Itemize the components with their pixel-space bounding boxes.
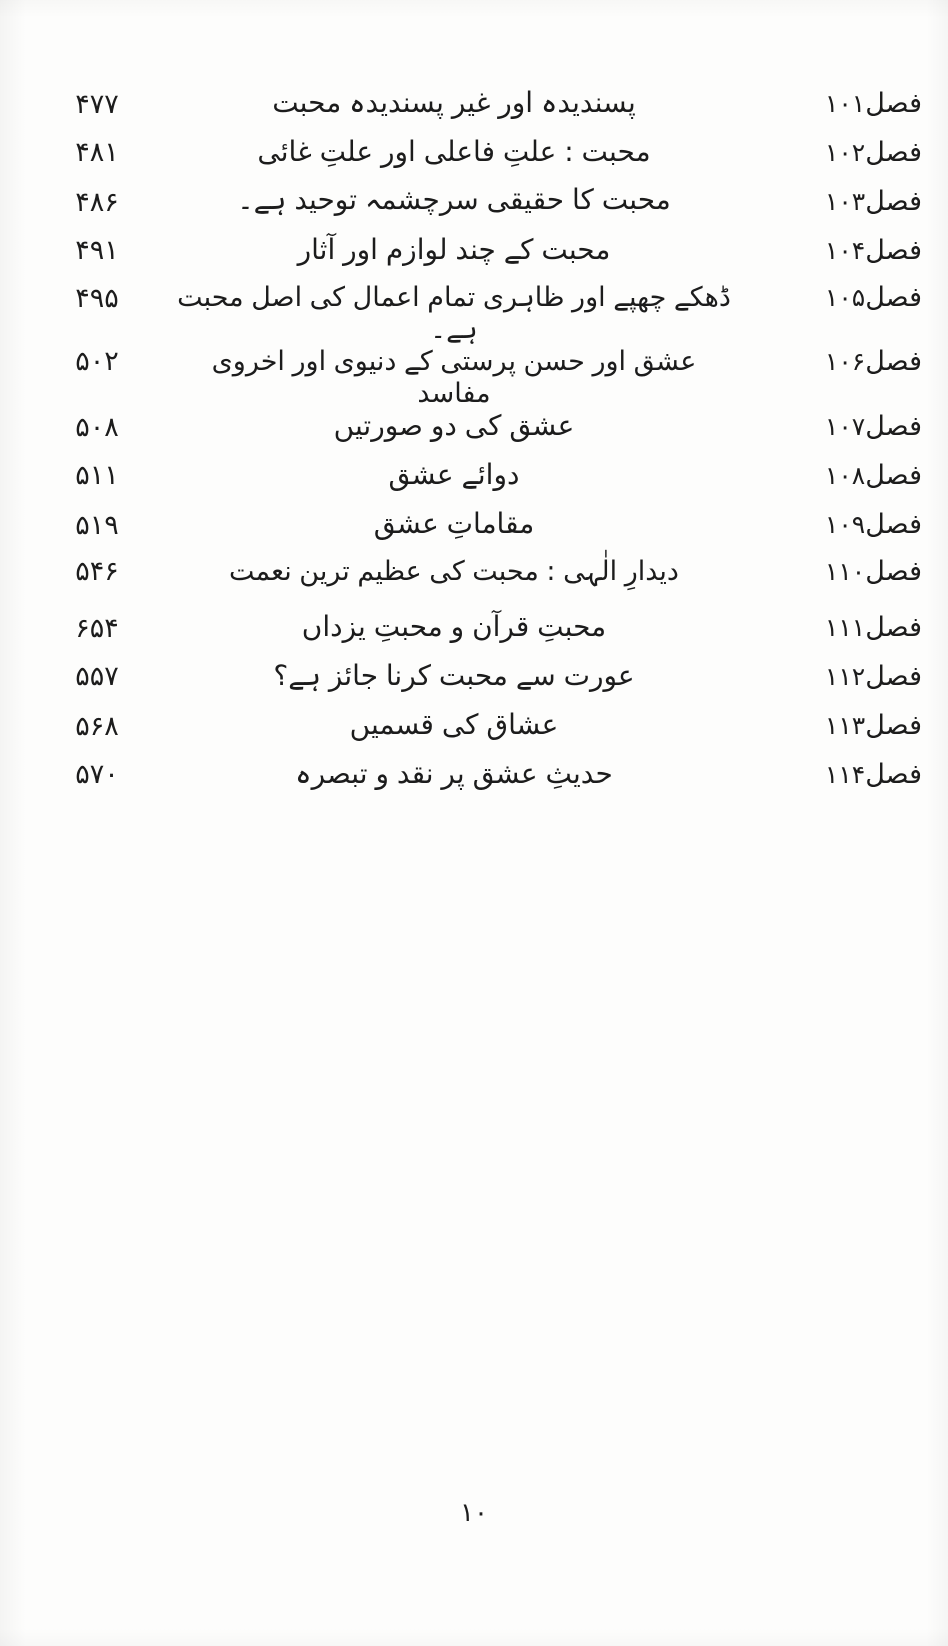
- chapter-title[interactable]: ڈھکے چھپے اور ظاہری تمام اعمال کی اصل محبت ہے۔: [177, 282, 731, 345]
- chapter-cell: [740, 557, 930, 586]
- chapter-page-number[interactable]: ۵۶۸: [75, 711, 119, 743]
- chapter-title[interactable]: محبت کے چند لوازم اور آثار: [297, 233, 611, 266]
- chapter-title[interactable]: دوائے عشق: [388, 458, 520, 492]
- chapter-number: ۱۱۰: [824, 557, 866, 587]
- chapter-cell: [740, 236, 930, 265]
- chapter-page-number[interactable]: ۴۸۶: [75, 187, 119, 218]
- chapter-number: ۱۰۴: [824, 236, 866, 265]
- chapter-title[interactable]: عشاق کی قسمیں: [349, 708, 559, 742]
- chapter-title[interactable]: پسندیدہ اور غیر پسندیدہ محبت: [272, 86, 636, 119]
- chapter-cell: [740, 187, 930, 216]
- table-of-contents-row[interactable]: [18, 135, 930, 184]
- chapter-page-number[interactable]: ۶۵۴: [75, 613, 119, 645]
- table-of-contents-row[interactable]: [18, 86, 930, 135]
- chapter-page-number[interactable]: ۴۹۱: [75, 235, 119, 266]
- chapter-page-number[interactable]: ۵۷۰: [75, 759, 119, 791]
- chapter-cell: [740, 89, 930, 118]
- table-of-contents-row[interactable]: [18, 184, 930, 233]
- page-folio-number: ۱۰: [460, 1498, 488, 1528]
- chapter-label: فصل: [865, 460, 922, 492]
- table-of-contents-row[interactable]: [18, 556, 930, 610]
- chapter-page-number[interactable]: ۴۸۱: [75, 137, 119, 168]
- chapter-cell: [740, 662, 930, 691]
- chapter-page-number[interactable]: ۵۱۹: [75, 510, 119, 542]
- chapter-title[interactable]: عشق کی دو صورتیں: [333, 409, 575, 443]
- chapter-number: ۱۰۷: [824, 412, 866, 442]
- chapter-cell: [740, 613, 930, 642]
- chapter-title[interactable]: عورت سے محبت کرنا جائز ہے؟: [273, 659, 635, 693]
- chapter-number: ۱۰۵: [824, 283, 866, 312]
- chapter-number: ۱۰۳: [824, 187, 866, 216]
- chapter-title[interactable]: محبت : علتِ فاعلی اور علتِ غائی: [257, 135, 651, 168]
- chapter-number: ۱۱۳: [824, 711, 866, 741]
- chapter-cell: [740, 138, 930, 167]
- chapter-label: فصل: [865, 235, 922, 266]
- chapter-cell: [740, 510, 930, 539]
- chapter-cell: [740, 283, 930, 312]
- chapter-number: ۱۰۱: [824, 89, 866, 118]
- chapter-number: ۱۱۱: [824, 613, 866, 643]
- table-of-contents-row[interactable]: [18, 610, 930, 659]
- chapter-page-number[interactable]: ۵۰۸: [75, 412, 119, 444]
- chapter-label: فصل: [865, 137, 922, 168]
- chapter-page-number[interactable]: ۴۹۵: [75, 283, 119, 314]
- chapter-title[interactable]: محبتِ قرآن و محبتِ یزداں: [301, 610, 607, 644]
- chapter-number: ۱۱۴: [824, 760, 866, 790]
- chapter-cell: [740, 347, 930, 376]
- chapter-cell: [740, 412, 930, 441]
- chapter-label: فصل: [865, 661, 922, 693]
- chapter-page-number[interactable]: ۵۵۷: [75, 661, 119, 693]
- chapter-label: فصل: [865, 411, 922, 443]
- chapter-label: فصل: [865, 710, 922, 742]
- chapter-page-number[interactable]: ۴۷۷: [75, 89, 119, 120]
- chapter-number: ۱۱۲: [824, 662, 866, 692]
- chapter-number: ۱۰۲: [824, 138, 866, 167]
- chapter-label: فصل: [865, 345, 922, 377]
- table-of-contents-list: [0, 86, 948, 806]
- chapter-label: فصل: [865, 509, 922, 541]
- chapter-label: فصل: [865, 88, 922, 119]
- table-of-contents-row[interactable]: [18, 233, 930, 282]
- chapter-title[interactable]: محبت کا حقیقی سرچشمہ توحید ہے۔: [237, 183, 671, 216]
- chapter-title[interactable]: دیدارِ الٰہی : محبت کی عظیم ترین نعمت: [229, 556, 679, 588]
- chapter-number: ۱۰۶: [824, 346, 866, 376]
- chapter-title[interactable]: مقاماتِ عشق: [373, 507, 535, 541]
- chapter-cell: [740, 760, 930, 789]
- chapter-label: فصل: [865, 612, 922, 644]
- chapter-page-number[interactable]: ۵۰۲: [75, 345, 119, 377]
- table-of-contents-row[interactable]: [18, 282, 930, 346]
- chapter-cell: [740, 461, 930, 490]
- chapter-number: ۱۰۸: [824, 461, 866, 491]
- chapter-label: فصل: [865, 282, 922, 313]
- chapter-cell: [740, 711, 930, 740]
- chapter-title[interactable]: عشق اور حسن پرستی کے دنیوی اور اخروی مفاسد: [211, 345, 697, 409]
- table-of-contents-row[interactable]: [18, 507, 930, 556]
- chapter-title[interactable]: حدیثِ عشق پر نقد و تبصرہ: [295, 757, 613, 791]
- chapter-number: ۱۰۹: [824, 510, 866, 540]
- chapter-page-number[interactable]: ۵۱۱: [75, 460, 119, 492]
- table-of-contents-row[interactable]: [18, 708, 930, 757]
- table-of-contents-row[interactable]: [18, 757, 930, 806]
- table-of-contents-row[interactable]: [18, 659, 930, 708]
- table-of-contents-row[interactable]: [18, 346, 930, 410]
- table-of-contents-row[interactable]: [18, 409, 930, 458]
- chapter-label: فصل: [865, 759, 922, 791]
- table-of-contents-row[interactable]: [18, 458, 930, 507]
- chapter-label: فصل: [865, 186, 922, 217]
- chapter-page-number[interactable]: ۵۴۶: [75, 556, 119, 588]
- chapter-label: فصل: [865, 556, 922, 588]
